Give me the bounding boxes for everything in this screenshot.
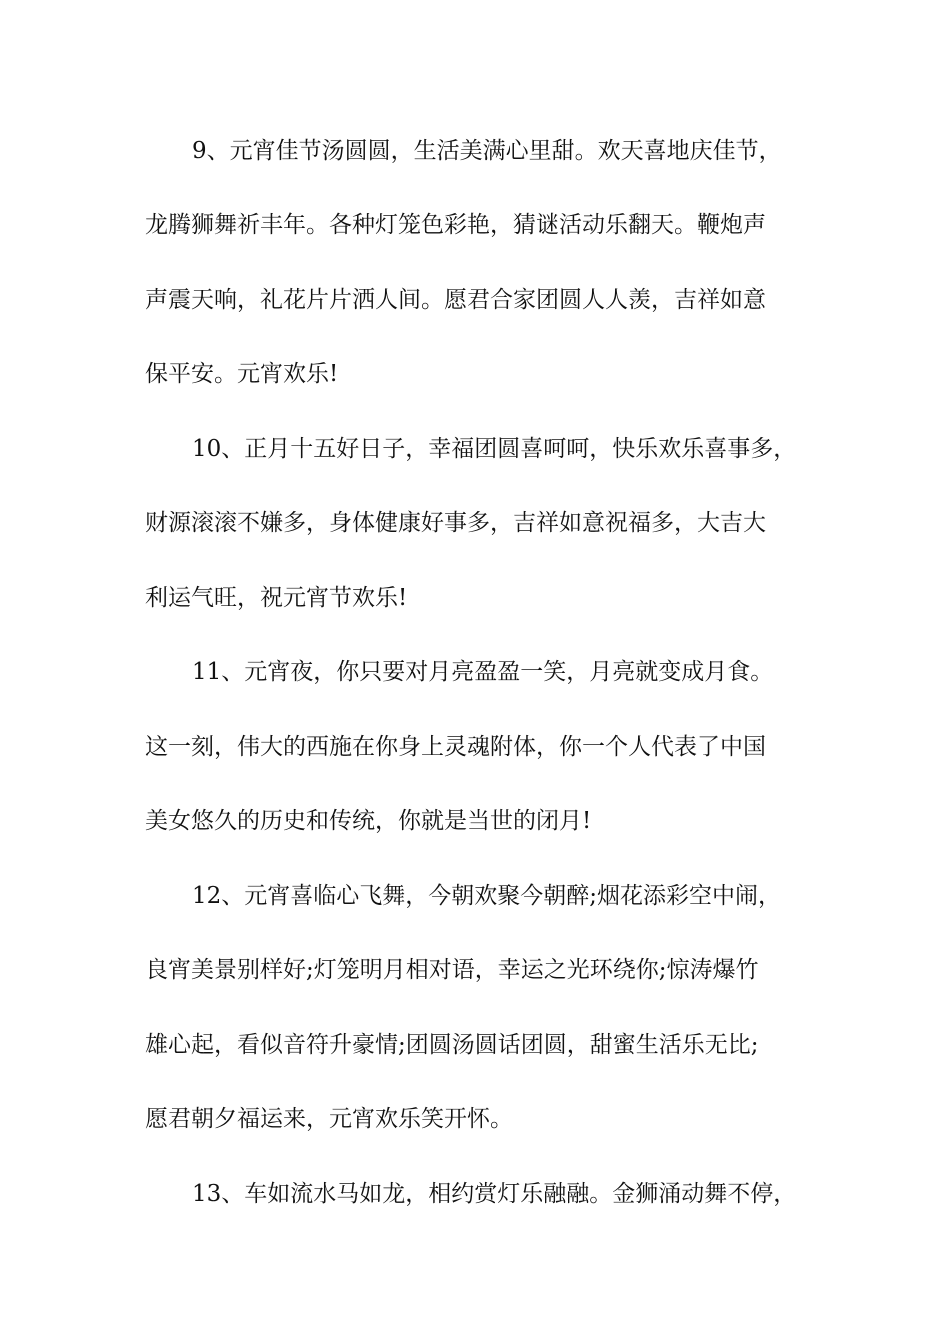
paragraph-9-line-1: 9、元宵佳节汤圆圆，生活美满心里甜。欢天喜地庆佳节， xyxy=(192,138,782,164)
paragraph-11-line-1: 11、元宵夜，你只要对月亮盈盈一笑，月亮就变成月食。 xyxy=(192,659,774,685)
paragraph-12-line-2: 良宵美景别样好;灯笼明月相对语，幸运之光环绕你;惊涛爆竹 xyxy=(145,957,759,983)
paragraph-13-line-1: 13、车如流水马如龙，相约赏灯乐融融。金狮涌动舞不停， xyxy=(192,1181,797,1207)
paragraph-12-line-1: 12、元宵喜临心飞舞，今朝欢聚今朝醉;烟花添彩空中闹， xyxy=(192,883,782,909)
paragraph-10-line-1: 10、正月十五好日子，幸福团圆喜呵呵，快乐欢乐喜事多， xyxy=(192,436,797,462)
paragraph-9-line-3: 声震天响，礼花片片洒人间。愿君合家团圆人人羡，吉祥如意 xyxy=(145,287,766,313)
paragraph-10-line-3: 利运气旺，祝元宵节欢乐! xyxy=(145,585,408,611)
paragraph-12-line-3: 雄心起，看似音符升豪情;团圆汤圆话团圆，甜蜜生活乐无比; xyxy=(145,1032,759,1058)
paragraph-10-line-2: 财源滚滚不嫌多，身体健康好事多，吉祥如意祝福多，大吉大 xyxy=(145,510,766,536)
paragraph-9-line-4: 保平安。元宵欢乐! xyxy=(145,361,339,387)
paragraph-9-line-2: 龙腾狮舞祈丰年。各种灯笼色彩艳，猜谜活动乐翻天。鞭炮声 xyxy=(145,212,766,238)
paragraph-12-line-4: 愿君朝夕福运来，元宵欢乐笑开怀。 xyxy=(145,1106,513,1132)
paragraph-11-line-3: 美女悠久的历史和传统，你就是当世的闭月! xyxy=(145,808,592,834)
paragraph-11-line-2: 这一刻，伟大的西施在你身上灵魂附体，你一个人代表了中国 xyxy=(145,734,766,760)
